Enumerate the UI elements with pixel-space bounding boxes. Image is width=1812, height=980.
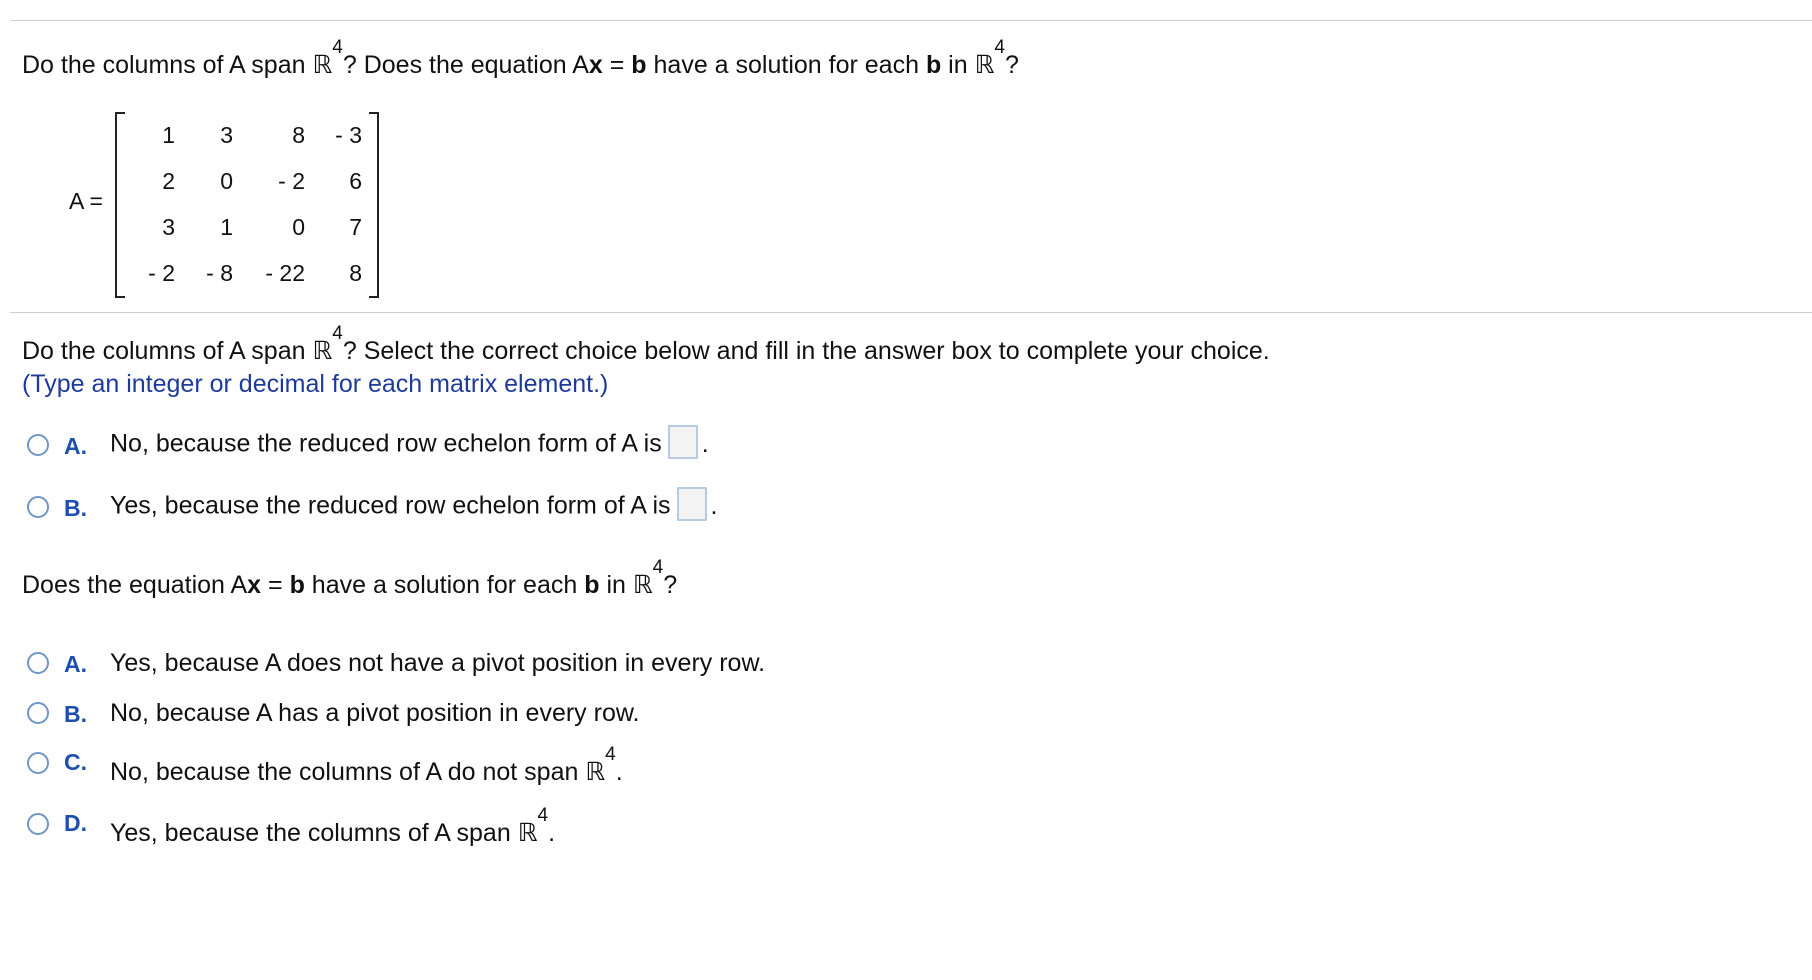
question-text: in [941, 51, 975, 79]
part1-option-a-radio[interactable] [27, 434, 49, 456]
question-text: have a solution for each [304, 571, 585, 599]
matrix-cell: 6 [349, 168, 362, 194]
r-symbol: ℝ [312, 337, 333, 365]
option-letter: C. [64, 749, 87, 775]
part1-hint: (Type an integer or decimal for each matrix element.) [22, 370, 609, 398]
question-text: Do the columns of A span [22, 51, 313, 79]
matrix-cell: 0 [220, 168, 233, 194]
part2-option-d-radio[interactable] [27, 813, 49, 835]
part2-option-d [110, 805, 556, 848]
question-text: ? Select the correct choice below and fill in the answer box to complete your choice. [342, 337, 1270, 365]
question-text: have a solution for each [646, 51, 926, 79]
part1-option-a [110, 428, 709, 462]
matrix-cell: 1 [162, 122, 175, 148]
option-letter: B. [64, 495, 87, 521]
matrix-label: A = [69, 188, 103, 214]
part1-option-b-radio[interactable] [27, 496, 49, 518]
exponent: 4 [332, 323, 343, 344]
matrix-cell: 8 [292, 122, 305, 148]
option-letter: A. [64, 433, 87, 459]
part1-option-b-answer-box[interactable] [677, 487, 707, 521]
matrix-a [115, 112, 379, 298]
matrix-cell: 3 [220, 122, 233, 148]
period: . [615, 758, 623, 786]
option-text: Yes, because the columns of A span [110, 819, 518, 847]
vector-b: b [925, 51, 942, 79]
vector-b: b [631, 51, 647, 79]
matrix-cell: 8 [349, 260, 362, 286]
option-letter: D. [64, 810, 87, 836]
r-symbol: ℝ [585, 758, 606, 786]
matrix-cell: 0 [292, 214, 305, 240]
question-text: Do the columns of A span [22, 337, 313, 365]
matrix-cell: 2 [162, 168, 175, 194]
question-text: Does the equation A [22, 571, 248, 599]
right-bracket [369, 112, 379, 298]
exponent: 4 [994, 37, 1005, 58]
option-letter: A. [64, 651, 87, 677]
matrix-cell: - 8 [206, 260, 233, 286]
matrix-cell: - 3 [335, 122, 362, 148]
vector-b: b [584, 571, 600, 599]
part2-question [22, 557, 678, 600]
question-text: ? [1004, 51, 1019, 79]
question-text: ? [663, 571, 678, 599]
part2-option-a: Yes, because A does not have a pivot position in every row. [110, 649, 766, 677]
option-text: No, because the columns of A do not span [110, 758, 586, 786]
matrix-cell: 1 [220, 214, 233, 240]
part1-question [22, 323, 1270, 366]
matrix-cell: 7 [349, 214, 362, 240]
r-symbol: ℝ [974, 51, 995, 79]
matrix-cell: - 2 [278, 168, 305, 194]
vector-x: x [588, 51, 603, 79]
exponent: 4 [332, 37, 343, 58]
exponent: 4 [537, 805, 549, 826]
question-text: ? Does the equation A [342, 51, 589, 79]
part2-option-a-radio[interactable] [27, 652, 49, 674]
part2-option-c [110, 744, 623, 787]
vector-x: x [247, 571, 262, 599]
part2-option-c-radio[interactable] [27, 752, 49, 774]
exponent: 4 [652, 557, 664, 578]
question-text: in [599, 571, 633, 599]
option-text: No, because the reduced row echelon form of A is [110, 429, 662, 458]
top-divider [10, 20, 1812, 21]
equals: = [261, 571, 290, 599]
part2-option-b-radio[interactable] [27, 702, 49, 724]
period: . [710, 491, 718, 520]
matrix-cell: - 22 [265, 260, 305, 286]
main-question [22, 37, 1019, 80]
matrix-cell: 3 [162, 214, 175, 240]
part1-option-b [110, 490, 718, 524]
r-symbol: ℝ [632, 571, 653, 599]
period: . [701, 429, 709, 458]
r-symbol: ℝ [312, 51, 333, 79]
matrix-cell: - 2 [148, 260, 175, 286]
r-symbol: ℝ [517, 819, 538, 847]
section-divider [10, 312, 1812, 313]
part1-option-a-answer-box[interactable] [668, 425, 698, 459]
equals: = [602, 51, 632, 79]
option-letter: B. [64, 701, 87, 727]
vector-b: b [289, 571, 305, 599]
exponent: 4 [605, 744, 616, 765]
part2-option-b: No, because A has a pivot position in every row. [110, 699, 640, 727]
period: . [548, 819, 556, 847]
option-text: Yes, because the reduced row echelon form of A is [110, 491, 671, 520]
